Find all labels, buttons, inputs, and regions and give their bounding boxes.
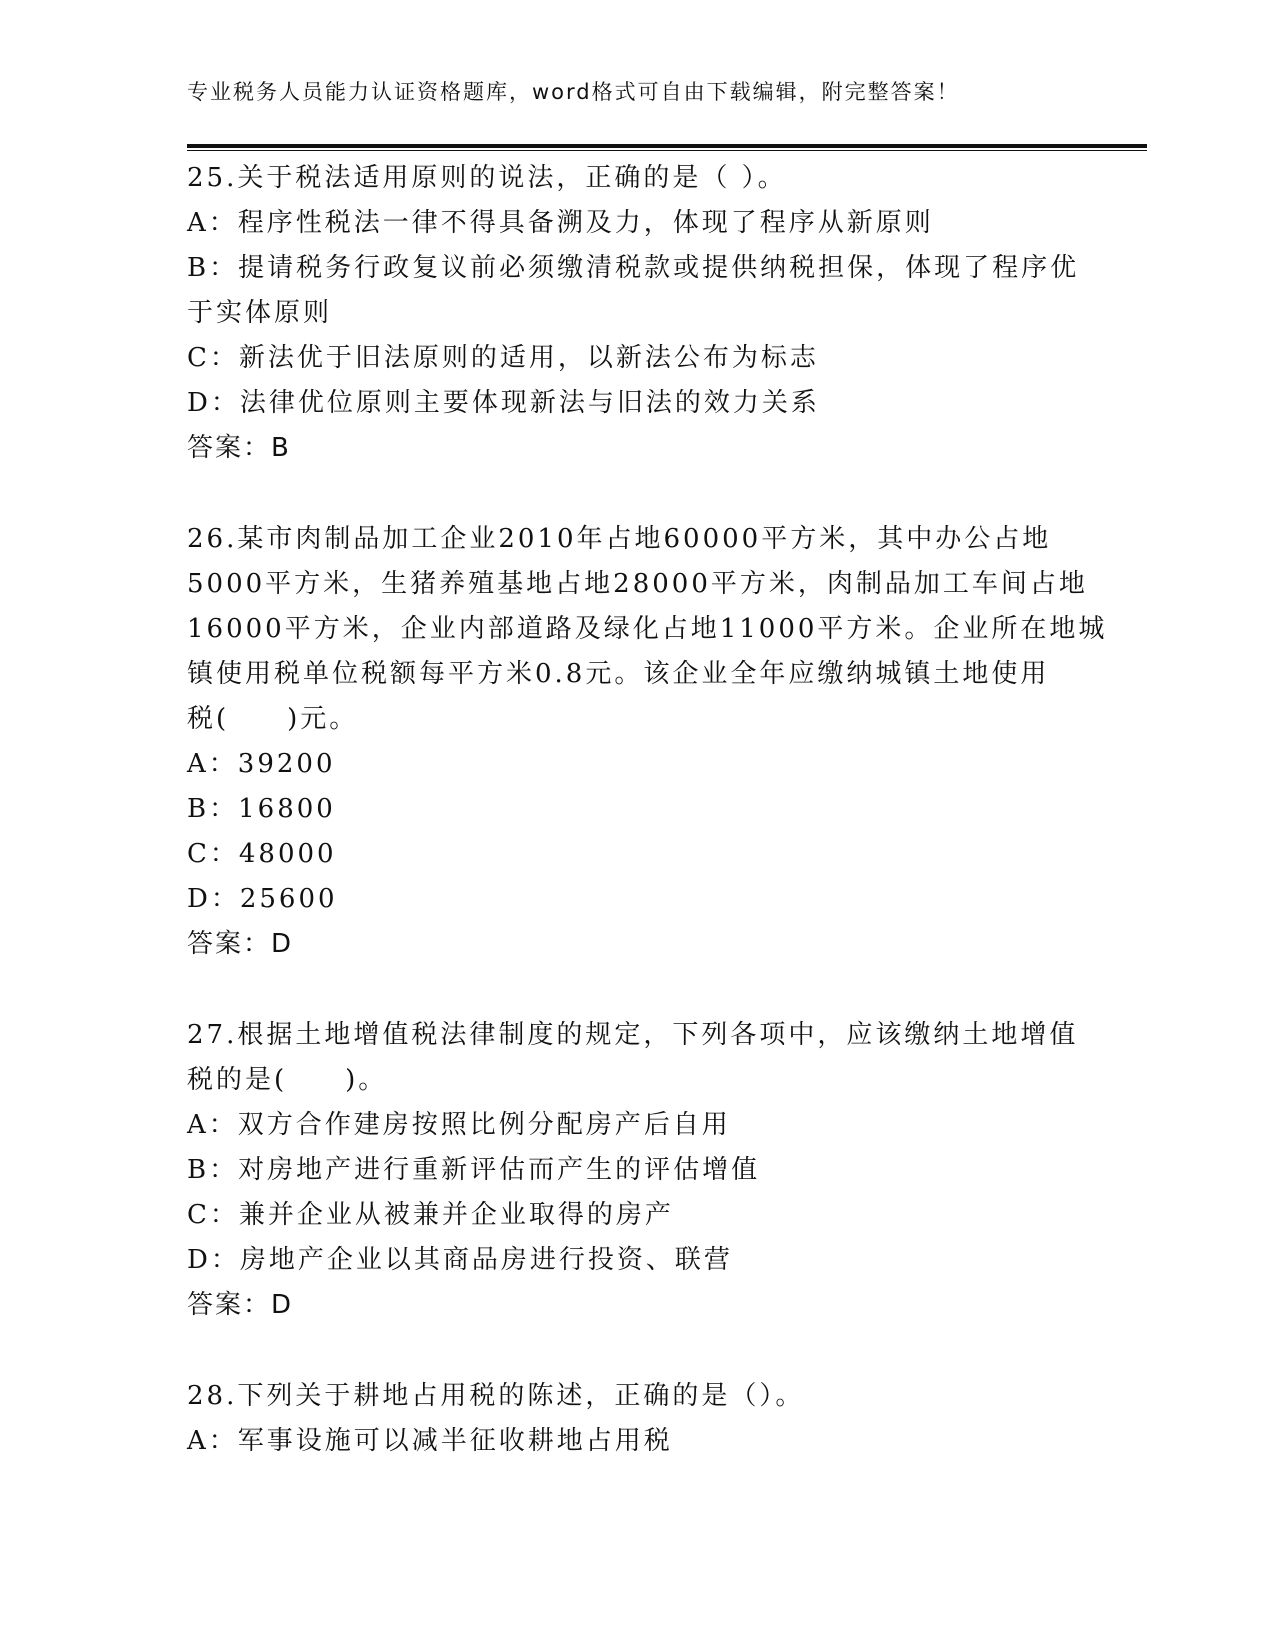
header-divider-thin: [187, 150, 1147, 151]
question-27: [187, 1013, 1087, 1328]
question-stem-line: 5000平方米，生猪养殖基地占地28000平方米，肉制品加工车间占地: [187, 569, 1088, 599]
option-c: C：新法优于旧法原则的适用，以新法公布为标志: [187, 343, 819, 373]
option-c: C：兼并企业从被兼并企业取得的房产: [187, 1200, 674, 1230]
question-stem-line: 税的是( )。: [187, 1065, 388, 1095]
question-stem: 25.关于税法适用原则的说法，正确的是（ ）。: [187, 163, 787, 193]
question-stem-line: 16000平方米，企业内部道路及绿化占地11000平方米。企业所在地城: [187, 614, 1108, 644]
question-stem: 28.下列关于耕地占用税的陈述，正确的是（）。: [187, 1381, 805, 1411]
question-25: [187, 156, 1087, 471]
option-d: D：法律优位原则主要体现新法与旧法的效力关系: [187, 388, 820, 418]
option-a: A：39200: [187, 749, 336, 779]
option-b: B：16800: [187, 794, 336, 824]
option-b: B：对房地产进行重新评估而产生的评估增值: [187, 1155, 761, 1185]
question-26: [187, 517, 1108, 967]
answer-label: 答案：D: [187, 929, 294, 959]
answer-label: 答案：B: [187, 433, 291, 463]
option-a: A：军事设施可以减半征收耕地占用税: [187, 1426, 673, 1456]
option-c: C：48000: [187, 839, 337, 869]
question-stem: 27.根据土地增值税法律制度的规定，下列各项中，应该缴纳土地增值: [187, 1020, 1079, 1050]
option-d: D：25600: [187, 884, 338, 914]
option-d: D：房地产企业以其商品房进行投资、联营: [187, 1245, 733, 1275]
option-b-continued: 于实体原则: [187, 298, 333, 328]
question-stem-line: 税( )元。: [187, 704, 359, 734]
answer-label: 答案：D: [187, 1290, 294, 1320]
page-header: 专业税务人员能力认证资格题库，word格式可自由下载编辑，附完整答案！: [187, 80, 960, 104]
option-a: A：程序性税法一律不得具备溯及力，体现了程序从新原则: [187, 208, 934, 238]
option-a: A：双方合作建房按照比例分配房产后自用: [187, 1110, 731, 1140]
question-list: [187, 156, 1108, 1510]
header-divider: [187, 144, 1147, 151]
option-b: B：提请税务行政复议前必须缴清税款或提供纳税担保，体现了程序优: [187, 253, 1080, 283]
question-28: [187, 1374, 1087, 1464]
question-stem: 26.某市肉制品加工企业2010年占地60000平方米，其中办公占地: [187, 524, 1052, 554]
header-divider-thick: [187, 144, 1147, 148]
question-stem-line: 镇使用税单位税额每平方米0.8元。该企业全年应缴纳城镇土地使用: [187, 659, 1050, 689]
